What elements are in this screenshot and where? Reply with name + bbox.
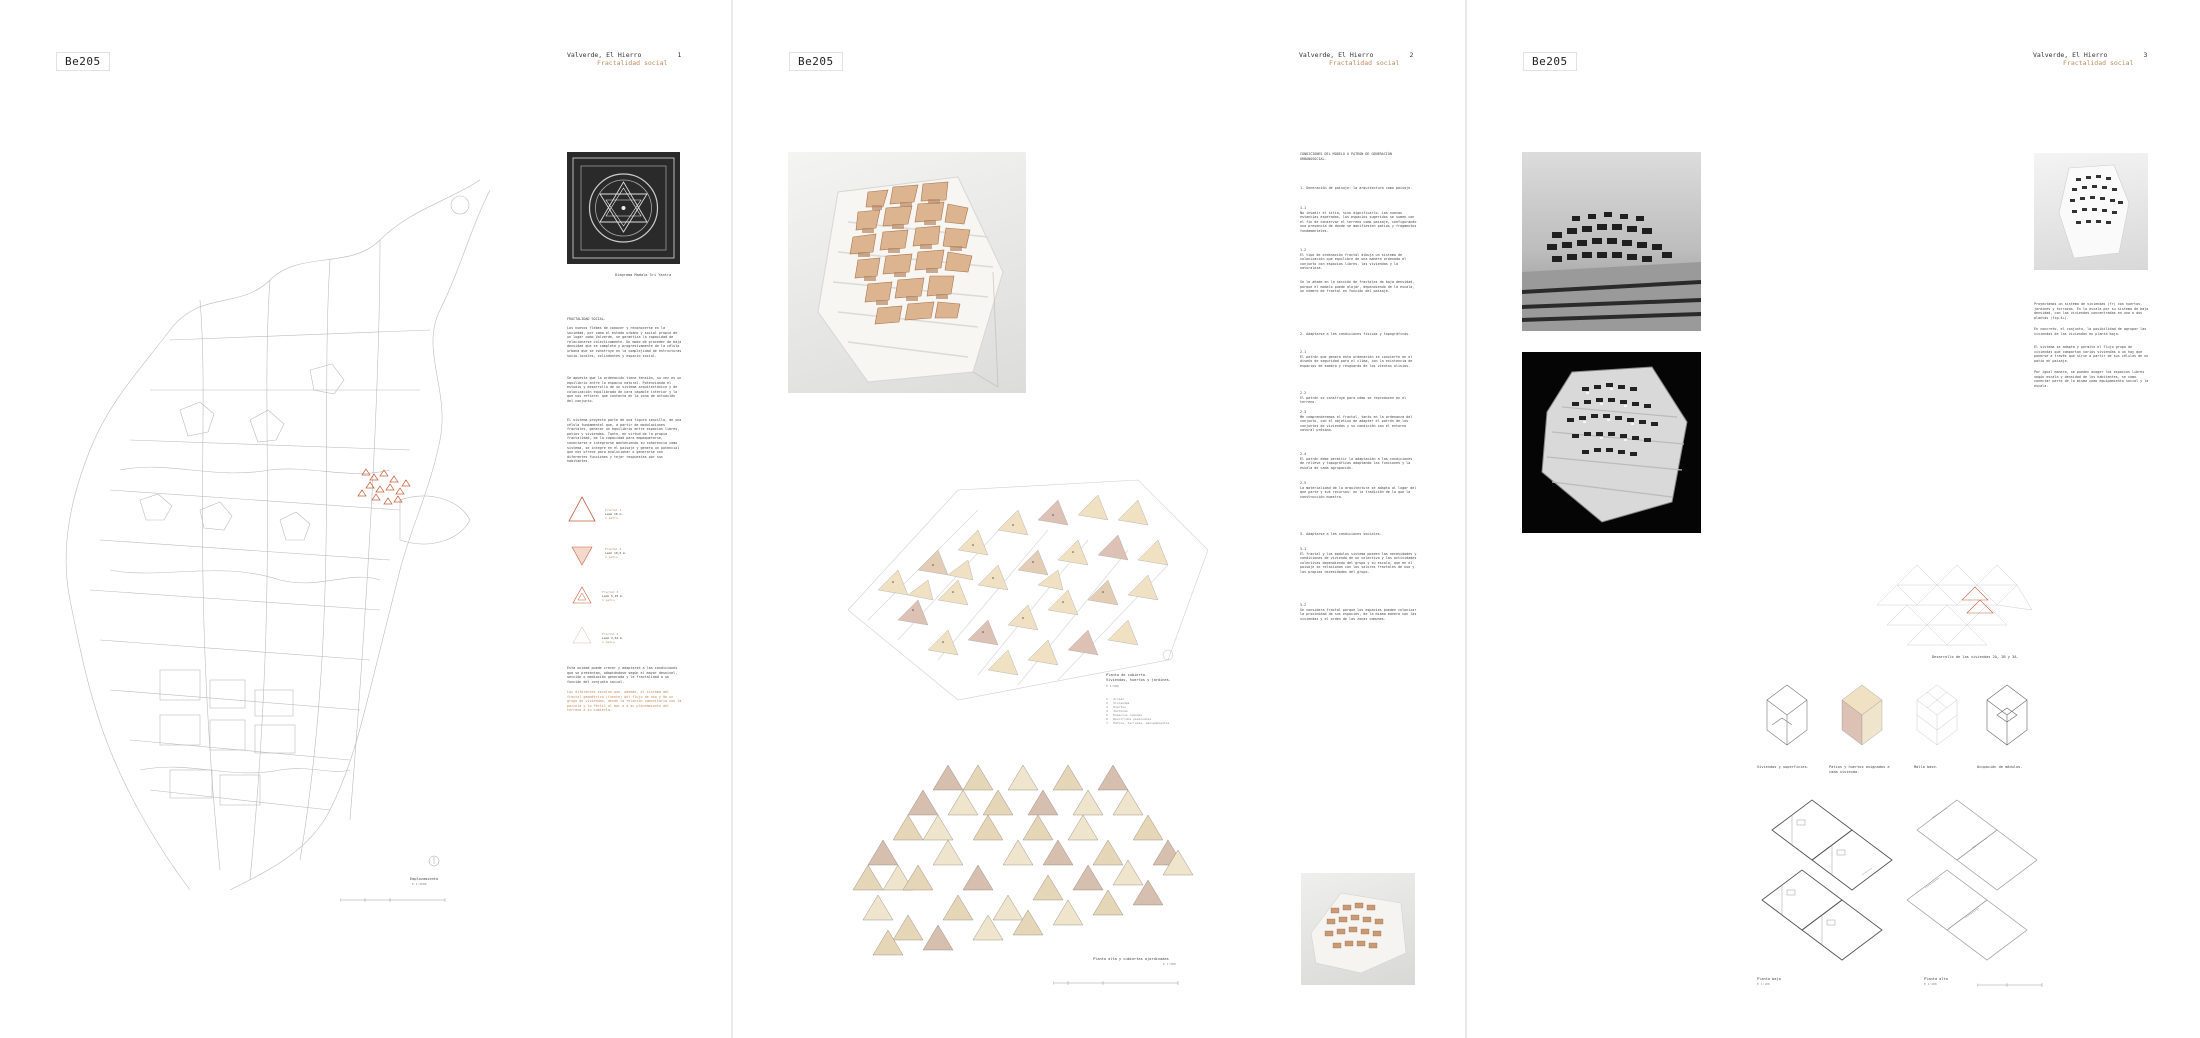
page-number: 3 [2143, 51, 2148, 59]
legend-4-title: Fractal 4 [602, 632, 619, 636]
legend-3-line1: Lado 5,25 m. [602, 594, 624, 598]
text-title: FRACTALIDAD SOCIAL. [567, 317, 606, 321]
sheet-3 [1467, 0, 2200, 1038]
fractal-4-icon [571, 625, 593, 645]
fractal-1-icon [567, 495, 597, 523]
scale-bar [340, 897, 450, 903]
diagram-4-caption: Ocupación de módulos. [1977, 765, 2023, 769]
fractal-3-icon [571, 585, 593, 605]
text-block-13: 3.2 Se considera fractal porque los espacios pueden colonizar la proximidad de sus espacios, de la misma manera con las viviendas y el orden de las zonas comunes. [1300, 603, 1417, 621]
header-subtitle: Fractalidad social [597, 59, 668, 67]
text-block-3: El sistema se adapta y permite el flujo grupo de viviendas que compartan varios viviendas a un hay que ponerse a través que sirve a partir de sus células de un patio en paisaje. [2034, 345, 2151, 363]
diagram-1-caption: Viviendas y superficies. [1757, 765, 1809, 769]
text-paragraph-2: Se apuesta que la ordenación tiene tensión, su vez es un equilibrio entre lo espacio natural. Potenciando el estudio y desarrollo de un sistema arquitectónico y de colonización equilibrada de cara capable interior y lo que nos refiere: que contacta en la zona de actuación del conjunto. [567, 376, 684, 403]
ground-floor-plan [1752, 790, 1902, 975]
text-paragraph-1: Los nuevos flebes de conocer y reconocerse en la sociedad, por como el estado urbano y social propio de un lugar como Valverde, se garantiza la capacidad de relacionarse colectivamente. Un modo de proceder de baja densidad que se complete y progresivamente de la célula urbana que se construye en la complejidad de estructuras socio-locales, colindantes y espacio social. [567, 326, 684, 358]
model-photo-day [1522, 152, 1701, 331]
text-title: CONDICIONES DEL MODELO A PATRON DE GENERACIÓN URBANOSOCIAL. [1300, 152, 1394, 161]
upper-plan-scale: E 1:500 [1163, 962, 1176, 966]
legend-1-line2: 1 patio [605, 516, 618, 520]
text-block-6: 2.1 El patrón que genera esta ordenación se convierte en el diseño de seguridad para el clima, con la existencia de espacios de sombra y resguardo de los vientos alisios. [1300, 350, 1413, 368]
text-block-10: 2.5 La materialidad de la arquitectura se adapta al lugar del que parte y sus recursos: en la tradición de la que la construcción muestra. [1300, 481, 1417, 499]
legend-3-title: Fractal 3 [602, 590, 619, 594]
upper-floor-scale: E 1:100 [1924, 982, 1937, 986]
header-subtitle: Fractalidad social [2063, 59, 2134, 67]
text-bottom-1: Esta unidad puede crecer y adaptarse a las condiciones que se presentan, adaptándose según el mayor desnivel, sección o mediación generada y la fractalidad a un función del conjunto social. [567, 666, 680, 684]
ground-floor-scale: E 1:100 [1757, 982, 1770, 986]
text-block-2: 1.1 No invadir el sitio, sino dignificarlo. Las nuevas estancias esperadas, los espacios sugeridos se sumen con el fin de conservar el terreno como paisaje, configurando una presencia de donde se manifiesten patios y fragmentos fundamentales. [1300, 206, 1417, 233]
roof-plan-scale: E 1:500 [1106, 684, 1119, 688]
header [2033, 51, 2148, 67]
roof-plan-axonometric [838, 470, 1218, 710]
legend-2-line2: 1 patio [605, 555, 618, 559]
scale-bar [1053, 980, 1183, 986]
text-block-8: 2.3 Me comprenderemos el fractal, tanto en la ordenanza del conjunto, con el objetivo de adaptar el patrón de los conjuntos de viviendas y su condición con el entorno natural próximo. [1300, 410, 1413, 433]
site-plan-caption: Emplazamiento [410, 877, 439, 881]
model-photo-small [1301, 873, 1415, 985]
header [567, 51, 682, 67]
legend-2-line1: Lado 10,5 m. [605, 551, 627, 555]
header [1299, 51, 1414, 67]
project-site-marker [358, 469, 410, 504]
site-plan [50, 170, 510, 900]
upper-floor-plan-detail [1897, 790, 2047, 975]
text-bottom-2: Las diferentes escalas que, además, el sistema del fractal geométrico (fuente) del flujo de uso y de un grupo de viviendas, desde la relación comunitaria con la parcela y lo fértil al mar o a su planeamiento del terreno a su cubierta. [567, 690, 684, 713]
header-place: Valverde, El Hierro [2033, 51, 2108, 59]
text-block-5: 2. Adaptarse a las condiciones físicas y topográficas. [1300, 332, 1411, 336]
legend-row: 7 Patios, terrazas, equipamientos [1106, 721, 1170, 725]
model-photo-night [1522, 352, 1701, 533]
scale-bar [1977, 982, 2047, 988]
text-block-1: 1. Generación de paisaje: la arquitectura como paisaje. [1300, 186, 1413, 190]
text-block-11: 3. Adaptarse a las condiciones sociales. [1300, 532, 1382, 536]
upper-plan-caption: Planta alta y cubiertas ajardinadas [1093, 957, 1169, 961]
legend-row: 1 Acceso [1106, 697, 1125, 701]
legend-4-line1: Lado 2,63 m. [602, 636, 624, 640]
logo: Be205 [1523, 52, 1577, 71]
upper-floor-caption: Planta alta [1924, 977, 1948, 981]
logo: Be205 [56, 52, 110, 71]
text-block-9: 2.4 El patrón debe permitir la adaptación a las condiciones de relieve y topográficas adaptando las funciones y la escala de cada agrupación. [1300, 452, 1413, 470]
legend-row: 4 Jardines [1106, 709, 1128, 713]
legend-1-title: Fractal 1 [605, 508, 622, 512]
diagram-3-caption: Malla base. [1914, 765, 1938, 769]
diagram-2-caption: Patios y huertos asignados a cada vivienda. [1829, 765, 1892, 774]
legend-row: 3 Huertos [1106, 705, 1126, 709]
text-paragraph-3: El sistema proyecto parte de una figura sencilla, de una célula fundamental que, a partir de modulaciones fractales, generar un equilibrio entre espacios libres, patios y viviendas. Tanto, en virtud de la propia fractalidad, de la capacidad para empaquetarse, conectarse e integrarse manteniendo su coherencia como sistema, se integre en el paisaje y genera un potencial que nos ofrece para evolucionar o generarse con diferentes funciones y tejer respuestas por sus habitantes. [567, 418, 684, 464]
header-place: Valverde, El Hierro [1299, 51, 1374, 59]
sheet-2 [733, 0, 1465, 1038]
north-arrow-icon [428, 855, 440, 867]
site-plan-scale: E 1:2000 [412, 882, 427, 886]
diagram-grid [1907, 680, 1967, 760]
legend-1-line1: Lado 16 m. [605, 512, 624, 516]
development-axonometric [1867, 555, 2037, 655]
page-number: 1 [677, 51, 682, 59]
model-photo-aerial [2034, 153, 2148, 270]
legend-row: 6 Recorridos peatonales [1106, 717, 1152, 721]
development-caption: Desarrollo de las viviendas 2A, 2B y 3A. [1932, 655, 2019, 659]
ground-floor-caption: Planta baja [1757, 977, 1781, 981]
header-place: Valverde, El Hierro [567, 51, 642, 59]
mandala-image [567, 152, 680, 264]
diagram-patios [1832, 680, 1892, 760]
legend-row: 2 Viviendas [1106, 701, 1130, 705]
page-number: 2 [1409, 51, 1414, 59]
text-block-4: Por igual manera, se pueden acoger los espacios libres según escala y densidad de los habitantes, se como conectar parte de la misma como equipamiento social y la escala. [2034, 370, 2151, 388]
upper-floor-plan [833, 750, 1213, 970]
text-block-12: 3.1 El fractal y los modulos sistema poseen las necesidades y condiciones de vivienda de un colectivo y las actividades colectivas dependiendo del grupo y su escala, que en el paisaje se relacionan con los valores fractales de uso y las propias necesidades del grupo. [1300, 547, 1417, 574]
sri-yantra-icon [567, 152, 680, 264]
text-block-1: Proyectamos un sistema de viviendas (fr) con huertos, jardines y terrazas. En la escala por su sistema de baja densidad, con las viviendas concentradas en una o dos plantas (fig.4+). [2034, 302, 2151, 320]
roof-plan-subtitle: Viviendas, huertos y jardines. [1106, 678, 1171, 682]
fractal-2-icon [571, 545, 593, 567]
roof-plan-title: Planta de cubierta. [1106, 673, 1148, 677]
text-block-4: Se le añade en la sección de fractales de baja densidad, porque el modelo puede alojar, dependiendo de la escala, un número de fractal en función del paisaje. [1300, 280, 1417, 294]
sheet-1 [0, 0, 731, 1038]
logo: Be205 [789, 52, 843, 71]
legend-row: 5 Espacios comunes [1106, 713, 1143, 717]
header-subtitle: Fractalidad social [1329, 59, 1400, 67]
roof-plan-legend [1106, 697, 1169, 725]
diagram-dwellings [1757, 680, 1817, 760]
model-photo [788, 152, 1026, 393]
legend-2-title: Fractal 2 [605, 547, 622, 551]
text-block-7: 2.2 El patrón se construye para cómo se reproducen en el terreno. [1300, 391, 1407, 405]
text-block-3: 1.2 El tipo de ordenación fractal dibuja un sistema de colonización que equilibre de una manera ordenada el conjunto con espacios libres, las viviendas y la naturaleza. [1300, 248, 1407, 271]
text-block-2: En concreto, el conjunto, la posibilidad de agrupar las viviendas de las viviendas en planta baja. [2034, 327, 2149, 336]
legend-3-line2: 1 patio [602, 598, 615, 602]
diagram-modules [1977, 680, 2037, 760]
mandala-caption: Diagrama Madala Sri Yantra [615, 273, 672, 277]
legend-4-line2: 1 patio [602, 640, 615, 644]
